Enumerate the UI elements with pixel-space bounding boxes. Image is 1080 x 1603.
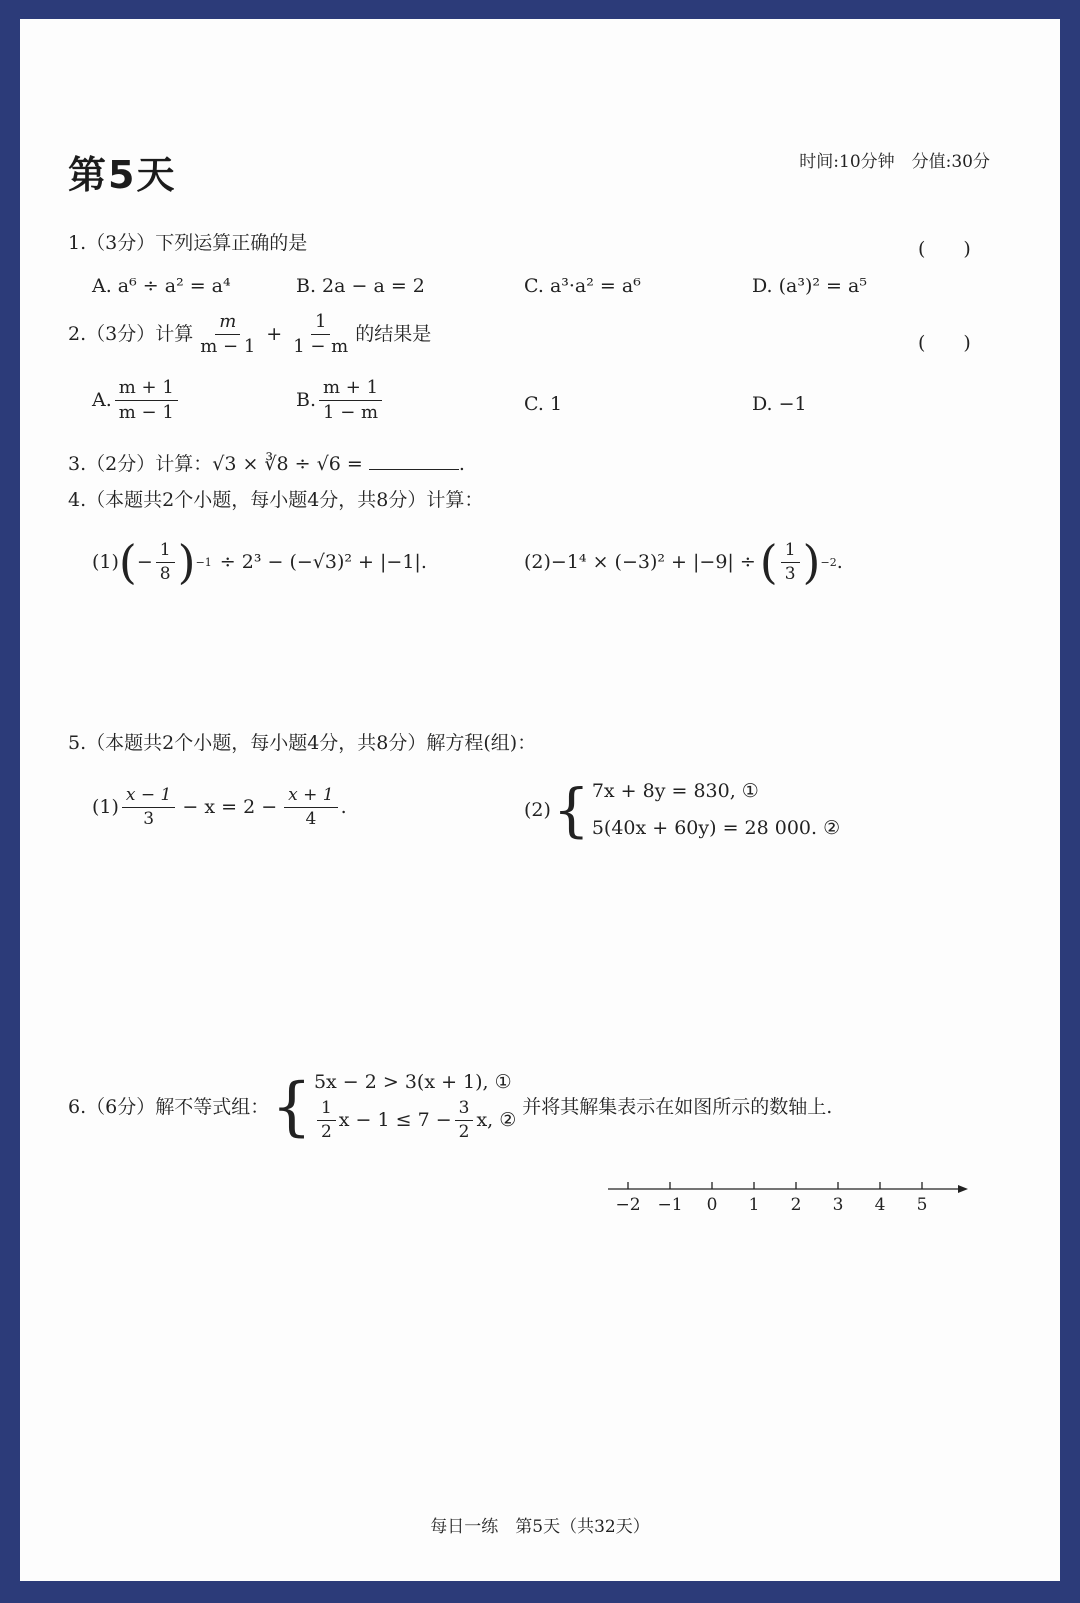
- q6-tail: 并将其解集表示在如图所示的数轴上.: [522, 1095, 833, 1118]
- q1-stem: 1.（3分）下列运算正确的是: [68, 232, 308, 254]
- q5-part-2: (2) { 7x + 8y = 830, ① 5(40x + 60y) = 28 000. ②: [524, 776, 841, 844]
- q4-part-2-fraction: $\frac{1}{3}$: [781, 542, 800, 583]
- q2-option-a-fraction: $\frac{m + 1}{m - 1}$: [115, 379, 178, 422]
- q6-fraction-2: $\frac{3}{2}$: [455, 1100, 474, 1141]
- q6-fraction-1: $\frac{1}{2}$: [317, 1100, 336, 1141]
- q1-answer-paren[interactable]: ( ): [918, 238, 971, 260]
- q6-inequality-2: $\frac{1}{2}$ x − 1 ≤ 7 − $\frac{3}{2}$ x, ②: [314, 1100, 516, 1141]
- q2-fraction-2: $\frac{1}{1 - m}$: [293, 311, 349, 357]
- q2-option-b: B. $\frac{m + 1}{1 - m}$: [296, 379, 385, 422]
- time-score-info: 时间:10分钟 分值:30分: [799, 152, 990, 172]
- q4-stem: 4.（本题共2个小题，每小题4分，共8分）计算：: [68, 489, 484, 511]
- q5-equation-1: 7x + 8y = 830, ①: [591, 780, 759, 802]
- number-line-tick-label: 1: [748, 1195, 760, 1215]
- q2-stem-suffix: 的结果是: [355, 323, 432, 345]
- number-line-tick-label: 3: [832, 1195, 844, 1215]
- q3-stem: 3.（2分）计算：√3 × ∛8 ÷ √6 = .: [68, 453, 465, 475]
- q5-stem: 5.（本题共2个小题，每小题4分，共8分）解方程(组)：: [68, 732, 537, 754]
- number-line-tick-label: −1: [657, 1195, 683, 1215]
- q1-option-b: B. 2a − a = 2: [296, 275, 425, 297]
- q5-part-1-fraction-1: $\frac{x - 1}{3}$: [122, 787, 175, 828]
- q1-option-c: C. a³·a² = a⁶: [524, 275, 641, 297]
- q2-fraction-1: $\frac{m}{m - 1}$: [200, 311, 256, 357]
- number-line-tick-label: 0: [706, 1195, 718, 1215]
- q2-answer-paren[interactable]: ( ): [918, 332, 971, 354]
- q4-part-1: (1) ( − $\frac{1}{8}$ ) −1 ÷ 2³ − (−√3)² + |−1|.: [92, 535, 427, 589]
- q2-option-b-fraction: $\frac{m + 1}{1 - m}$: [319, 379, 382, 422]
- q1-option-d: D. (a³)² = a⁵: [752, 275, 867, 297]
- q6-inequality-1: 5x − 2 > 3(x + 1), ①: [313, 1071, 512, 1093]
- number-line: [20, 19, 1060, 1581]
- q5-equation-2: 5(40x + 60y) = 28 000. ②: [591, 817, 841, 839]
- q2-option-c: C. 1: [524, 393, 563, 415]
- page-title: 第5天: [68, 153, 177, 197]
- q2-option-a: A. $\frac{m + 1}{m - 1}$: [92, 379, 181, 422]
- number-line-tick-label: 2: [790, 1195, 802, 1215]
- number-line-tick-label: −2: [615, 1195, 641, 1215]
- q6-stem: 6.（6分）解不等式组： { 5x − 2 > 3(x + 1), ① $\frac{1}{2}$ x − 1 ≤ 7 − $\frac{3}{2}$ x, ② 并将其解集表示在如图所示的数轴上.: [68, 1070, 833, 1144]
- q2-option-d: D. −1: [752, 393, 807, 415]
- q4-part-1-fraction: $\frac{1}{8}$: [156, 542, 175, 583]
- q2-plus: +: [266, 323, 283, 345]
- worksheet-page: [20, 19, 1060, 1581]
- number-line-arrow: [958, 1185, 968, 1193]
- q1-option-a: A. a⁶ ÷ a² = a⁴: [92, 275, 231, 297]
- q5-part-1-fraction-2: $\frac{x + 1}{4}$: [284, 787, 337, 828]
- q5-part-1: (1) $\frac{x - 1}{3}$ − x = 2 − $\frac{x + 1}{4}$ .: [92, 785, 347, 829]
- page-footer: 每日一练 第5天（共32天）: [430, 1517, 650, 1537]
- number-line-tick-label: 4: [874, 1195, 886, 1215]
- q4-part-2: (2) −1⁴ × (−3)² + |−9| ÷ ( $\frac{1}{3}$ ) −2 .: [524, 535, 843, 589]
- number-line-tick-label: 5: [916, 1195, 928, 1215]
- q2-stem-prefix: 2.（3分）计算: [68, 323, 194, 345]
